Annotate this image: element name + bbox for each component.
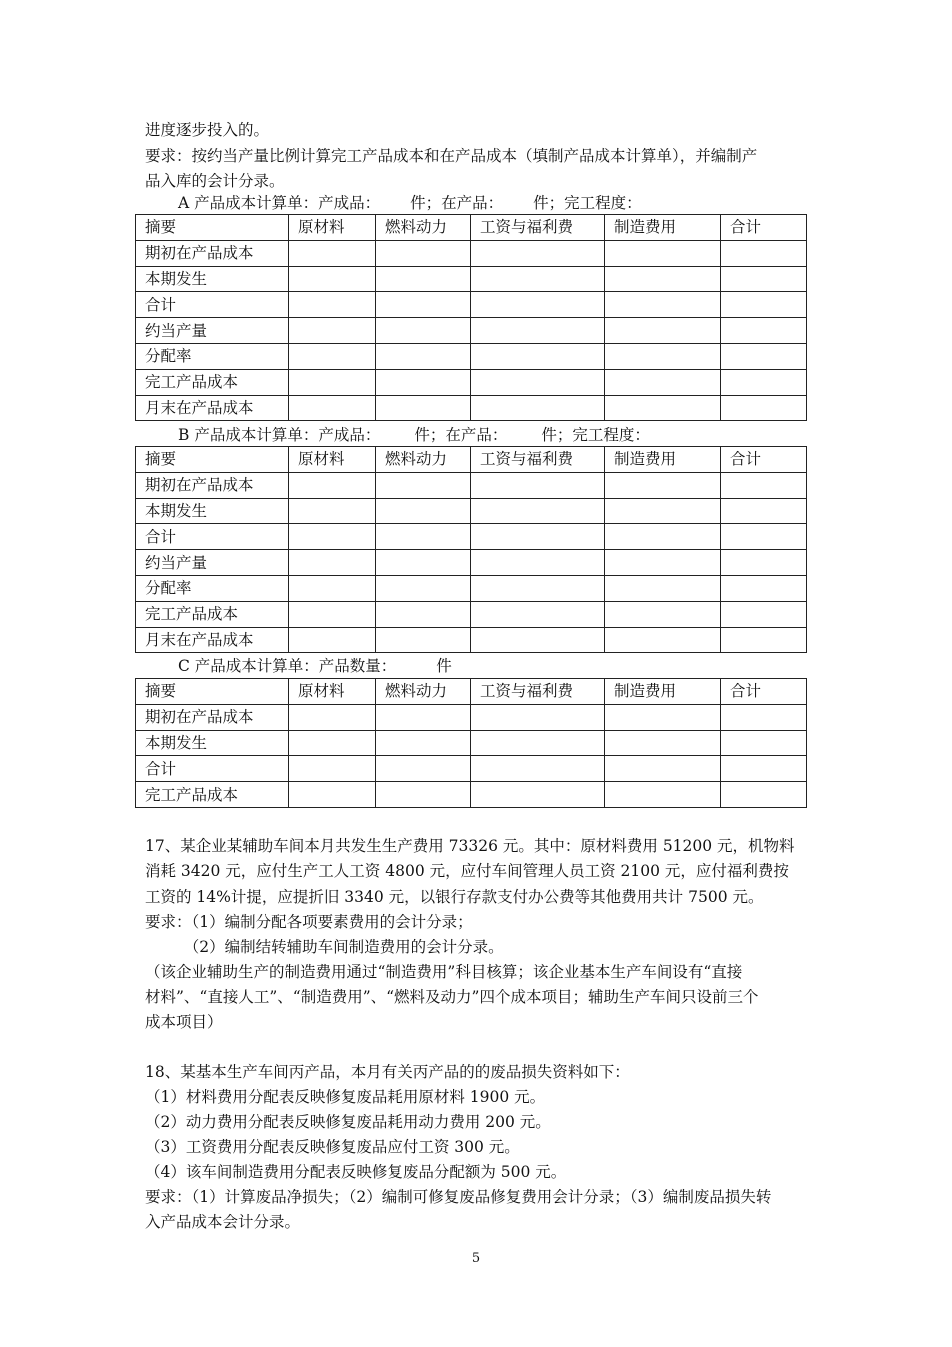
blank-cell bbox=[289, 524, 376, 550]
table-header-row bbox=[136, 447, 807, 473]
caption-part: 件；完工程度： bbox=[533, 194, 642, 212]
row-label: 合计 bbox=[136, 524, 289, 550]
blank-cell bbox=[721, 266, 807, 292]
row-label: 合计 bbox=[136, 756, 289, 782]
blank-cell bbox=[721, 498, 807, 524]
row-label: 分配率 bbox=[136, 343, 289, 369]
intro-line: 品入库的会计分录。 bbox=[145, 172, 285, 190]
header-cell: 燃料动力 bbox=[376, 447, 471, 473]
q18-line: 入产品成本会计分录。 bbox=[145, 1213, 301, 1231]
blank-cell bbox=[605, 472, 721, 498]
blank-cell bbox=[376, 575, 471, 601]
blank-cell bbox=[289, 318, 376, 344]
blank-cell bbox=[721, 782, 807, 808]
blank-cell bbox=[471, 395, 605, 421]
q17-line: 成本项目） bbox=[145, 1013, 223, 1031]
q17-line: 17、某企业某辅助车间本月共发生生产费用 73326 元。其中：原材料费用 51200 元，机物料 bbox=[145, 837, 795, 855]
blank-cell bbox=[471, 756, 605, 782]
header-cell: 合计 bbox=[721, 447, 807, 473]
caption-part: C 产品成本计算单：产品数量： bbox=[178, 657, 397, 675]
blank-cell bbox=[471, 782, 605, 808]
blank-cell bbox=[376, 395, 471, 421]
q18-line: 18、某基本生产车间丙产品，本月有关丙产品的的废品损失资料如下： bbox=[145, 1063, 630, 1081]
blank-cell bbox=[376, 601, 471, 627]
blank-cell bbox=[289, 756, 376, 782]
blank-cell bbox=[289, 369, 376, 395]
blank-cell bbox=[471, 472, 605, 498]
blank-cell bbox=[471, 730, 605, 756]
header-cell: 工资与福利费 bbox=[471, 679, 605, 705]
row-label: 约当产量 bbox=[136, 550, 289, 576]
blank-cell bbox=[289, 266, 376, 292]
caption-part: B 产品成本计算单：产成品： bbox=[178, 426, 381, 444]
blank-cell bbox=[721, 472, 807, 498]
table-b bbox=[135, 446, 807, 653]
row-label: 约当产量 bbox=[136, 318, 289, 344]
q17-line: 消耗 3420 元，应付生产工人工资 4800 元，应付车间管理人员工资 2100 元，应付福利费按 bbox=[145, 862, 789, 880]
q18-line: （3）工资费用分配表反映修复废品应付工资 300 元。 bbox=[145, 1138, 520, 1156]
header-cell: 合计 bbox=[721, 679, 807, 705]
blank-cell bbox=[721, 756, 807, 782]
row-label: 本期发生 bbox=[136, 266, 289, 292]
blank-cell bbox=[721, 730, 807, 756]
q18-line: （4）该车间制造费用分配表反映修复废品分配额为 500 元。 bbox=[145, 1163, 567, 1181]
row-label: 完工产品成本 bbox=[136, 601, 289, 627]
table-row bbox=[136, 292, 807, 318]
blank-cell bbox=[721, 395, 807, 421]
row-label: 完工产品成本 bbox=[136, 782, 289, 808]
row-label: 本期发生 bbox=[136, 498, 289, 524]
blank-cell bbox=[471, 550, 605, 576]
blank-cell bbox=[289, 550, 376, 576]
table-row bbox=[136, 318, 807, 344]
table-row bbox=[136, 730, 807, 756]
header-cell: 工资与福利费 bbox=[471, 215, 605, 241]
blank-cell bbox=[376, 782, 471, 808]
table-row bbox=[136, 756, 807, 782]
blank-cell bbox=[605, 575, 721, 601]
row-label: 期初在产品成本 bbox=[136, 704, 289, 730]
blank-cell bbox=[289, 730, 376, 756]
blank-cell bbox=[376, 318, 471, 344]
table-row bbox=[136, 524, 807, 550]
blank-cell bbox=[289, 395, 376, 421]
blank-cell bbox=[721, 343, 807, 369]
header-cell: 摘要 bbox=[136, 447, 289, 473]
table-row bbox=[136, 704, 807, 730]
header-cell: 制造费用 bbox=[605, 447, 721, 473]
blank-cell bbox=[471, 318, 605, 344]
blank-cell bbox=[471, 343, 605, 369]
row-label: 完工产品成本 bbox=[136, 369, 289, 395]
blank-cell bbox=[376, 498, 471, 524]
table-b-caption bbox=[178, 425, 650, 445]
table-header-row bbox=[136, 215, 807, 241]
blank-cell bbox=[471, 498, 605, 524]
blank-cell bbox=[471, 627, 605, 653]
blank-cell bbox=[605, 601, 721, 627]
blank-cell bbox=[471, 240, 605, 266]
table-row bbox=[136, 266, 807, 292]
table-row bbox=[136, 498, 807, 524]
blank-cell bbox=[605, 343, 721, 369]
q17-line: （该企业辅助生产的制造费用通过“制造费用”科目核算；该企业基本生产车间设有“直接 bbox=[145, 963, 743, 981]
intro-line: 要求：按约当产量比例计算完工产品成本和在产品成本（填制产品成本计算单），并编制产 bbox=[145, 147, 758, 165]
blank-cell bbox=[721, 601, 807, 627]
blank-cell bbox=[605, 524, 721, 550]
blank-cell bbox=[605, 240, 721, 266]
blank-cell bbox=[605, 498, 721, 524]
row-label: 期初在产品成本 bbox=[136, 240, 289, 266]
blank-cell bbox=[289, 240, 376, 266]
blank-cell bbox=[471, 266, 605, 292]
blank-cell bbox=[721, 575, 807, 601]
blank-cell bbox=[289, 782, 376, 808]
blank-cell bbox=[605, 395, 721, 421]
blank-cell bbox=[721, 627, 807, 653]
table-row bbox=[136, 395, 807, 421]
blank-cell bbox=[721, 318, 807, 344]
table-row bbox=[136, 627, 807, 653]
blank-cell bbox=[605, 782, 721, 808]
blank-cell bbox=[721, 524, 807, 550]
table-row bbox=[136, 343, 807, 369]
blank-cell bbox=[376, 343, 471, 369]
blank-cell bbox=[289, 704, 376, 730]
blank-cell bbox=[376, 730, 471, 756]
blank-cell bbox=[471, 369, 605, 395]
blank-cell bbox=[721, 240, 807, 266]
header-cell: 摘要 bbox=[136, 679, 289, 705]
page-number: 5 bbox=[471, 1251, 481, 1266]
blank-cell bbox=[376, 627, 471, 653]
caption-part: 件；在产品： bbox=[410, 194, 504, 212]
q17-line: 要求：（1）编制分配各项要素费用的会计分录； bbox=[145, 913, 473, 931]
caption-part: 件；在产品： bbox=[414, 426, 508, 444]
q17-line: 材料”、“直接人工”、“制造费用”、“燃料及动力”四个成本项目；辅助生产车间只设前三个 bbox=[145, 988, 759, 1006]
blank-cell bbox=[289, 292, 376, 318]
header-cell: 原材料 bbox=[289, 679, 376, 705]
blank-cell bbox=[605, 266, 721, 292]
header-cell: 燃料动力 bbox=[376, 679, 471, 705]
blank-cell bbox=[721, 369, 807, 395]
header-cell: 制造费用 bbox=[605, 679, 721, 705]
header-cell: 原材料 bbox=[289, 447, 376, 473]
blank-cell bbox=[471, 575, 605, 601]
blank-cell bbox=[605, 550, 721, 576]
table-row bbox=[136, 240, 807, 266]
row-label: 月末在产品成本 bbox=[136, 395, 289, 421]
blank-cell bbox=[721, 292, 807, 318]
blank-cell bbox=[376, 369, 471, 395]
blank-cell bbox=[605, 292, 721, 318]
header-cell: 合计 bbox=[721, 215, 807, 241]
q17-line: （2）编制结转辅助车间制造费用的会计分录。 bbox=[145, 938, 504, 956]
blank-cell bbox=[376, 524, 471, 550]
blank-cell bbox=[471, 524, 605, 550]
caption-part: A 产品成本计算单：产成品： bbox=[178, 194, 381, 212]
blank-cell bbox=[289, 472, 376, 498]
table-a-caption bbox=[178, 193, 642, 213]
table-row bbox=[136, 472, 807, 498]
table-row bbox=[136, 601, 807, 627]
intro-line: 进度逐步投入的。 bbox=[145, 121, 270, 139]
blank-cell bbox=[605, 318, 721, 344]
blank-cell bbox=[376, 550, 471, 576]
row-label: 分配率 bbox=[136, 575, 289, 601]
blank-cell bbox=[471, 292, 605, 318]
table-header-row bbox=[136, 679, 807, 705]
blank-cell bbox=[289, 498, 376, 524]
header-cell: 工资与福利费 bbox=[471, 447, 605, 473]
blank-cell bbox=[376, 472, 471, 498]
blank-cell bbox=[376, 292, 471, 318]
blank-cell bbox=[289, 601, 376, 627]
caption-part: 件；完工程度： bbox=[541, 426, 650, 444]
blank-cell bbox=[376, 704, 471, 730]
table-c bbox=[135, 678, 807, 808]
header-cell: 制造费用 bbox=[605, 215, 721, 241]
row-label: 期初在产品成本 bbox=[136, 472, 289, 498]
q18-line: 要求：（1）计算废品净损失；（2）编制可修复废品修复费用会计分录；（3）编制废品损失转 bbox=[145, 1188, 772, 1206]
q18-line: （2）动力费用分配表反映修复废品耗用动力费用 200 元。 bbox=[145, 1113, 551, 1131]
blank-cell bbox=[289, 627, 376, 653]
blank-cell bbox=[471, 601, 605, 627]
header-cell: 摘要 bbox=[136, 215, 289, 241]
blank-cell bbox=[376, 756, 471, 782]
caption-part: 件 bbox=[436, 657, 452, 675]
blank-cell bbox=[289, 575, 376, 601]
table-row bbox=[136, 369, 807, 395]
header-cell: 燃料动力 bbox=[376, 215, 471, 241]
blank-cell bbox=[605, 704, 721, 730]
q17-line: 工资的 14%计提，应提折旧 3340 元，以银行存款支付办公费等其他费用共计 7500 元。 bbox=[145, 888, 764, 906]
blank-cell bbox=[721, 550, 807, 576]
row-label: 月末在产品成本 bbox=[136, 627, 289, 653]
table-row bbox=[136, 782, 807, 808]
blank-cell bbox=[605, 627, 721, 653]
blank-cell bbox=[605, 730, 721, 756]
row-label: 合计 bbox=[136, 292, 289, 318]
blank-cell bbox=[289, 343, 376, 369]
blank-cell bbox=[721, 704, 807, 730]
blank-cell bbox=[605, 369, 721, 395]
row-label: 本期发生 bbox=[136, 730, 289, 756]
table-a bbox=[135, 214, 807, 421]
blank-cell bbox=[376, 240, 471, 266]
blank-cell bbox=[376, 266, 471, 292]
table-row bbox=[136, 550, 807, 576]
q18-line: （1）材料费用分配表反映修复废品耗用原材料 1900 元。 bbox=[145, 1088, 546, 1106]
table-row bbox=[136, 575, 807, 601]
blank-cell bbox=[471, 704, 605, 730]
blank-cell bbox=[605, 756, 721, 782]
header-cell: 原材料 bbox=[289, 215, 376, 241]
table-c-caption bbox=[178, 656, 452, 676]
